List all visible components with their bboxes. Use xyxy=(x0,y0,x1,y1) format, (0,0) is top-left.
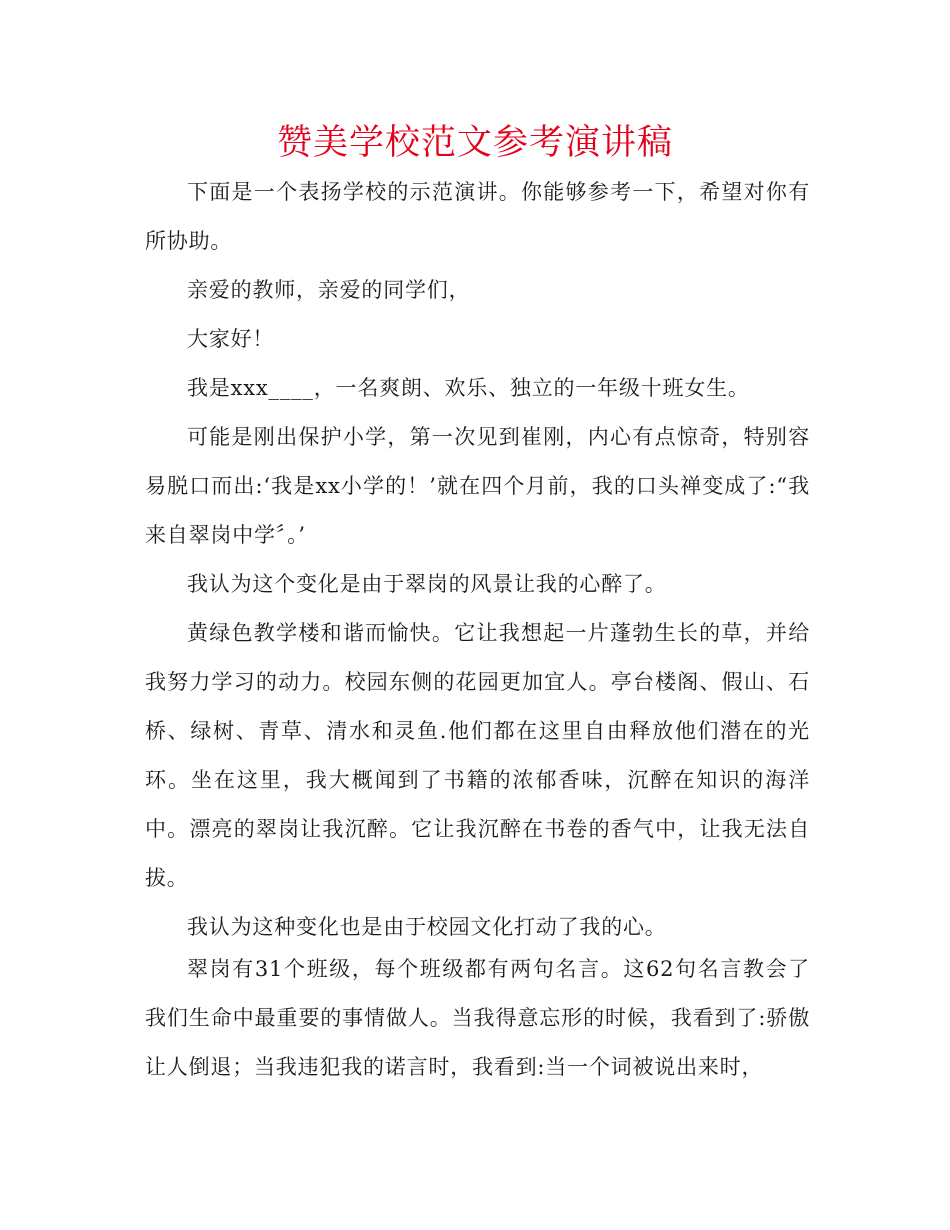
paragraph-campus: 黄绿色教学楼和谐而愉快。它让我想起一片蓬勃生长的草，并给我努力学习的动力。校园东侧的花园更加宜人。亭台楼阁、假山、石桥、绿树、青草、清水和灵鱼.他们都在这里自由释放他们潜在的光环。坐在这里，我大概闻到了书籍的浓郁香味，沉醉在知识的海洋中。漂亮的翠岗让我沉醉。它让我沉醉在书卷的香气中，让我无法自拔。 xyxy=(145,621,810,890)
body-block-1 xyxy=(145,168,810,952)
paragraph-intro: 下面是一个表扬学校的示范演讲。你能够参考一下，希望对你有所协助。 xyxy=(145,180,810,253)
paragraph-change: 可能是刚出保护小学，第一次见到崔刚，内心有点惊奇，特别容易脱口而出:‘我是xx小学的！’就在四个月前，我的口头禅变成了:“我来自翠岗中学〞。’ xyxy=(145,425,810,547)
paragraph-self-intro: 我是xxx____，一名爽朗、欢乐、独立的一年级十班女生。 xyxy=(187,376,750,400)
document-title: 赞美学校范文参考演讲稿 xyxy=(276,123,673,163)
paragraph-mottos: 翠岗有31个班级，每个班级都有两句名言。这62句名言教会了我们生命中最重要的事情做人。当我得意忘形的时候，我看到了:骄傲让人倒退；当我违犯我的诺言时，我看到:当一个词被说出来时， xyxy=(145,957,810,1079)
paragraph-hello: 大家好！ xyxy=(187,327,275,351)
paragraph-greeting: 亲爱的教师，亲爱的同学们， xyxy=(187,278,471,302)
paragraph-culture: 我认为这种变化也是由于校园文化打动了我的心。 xyxy=(187,915,667,939)
paragraph-scenery: 我认为这个变化是由于翠岗的风景让我的心醉了。 xyxy=(187,572,667,596)
body-block-2 xyxy=(145,945,810,1092)
